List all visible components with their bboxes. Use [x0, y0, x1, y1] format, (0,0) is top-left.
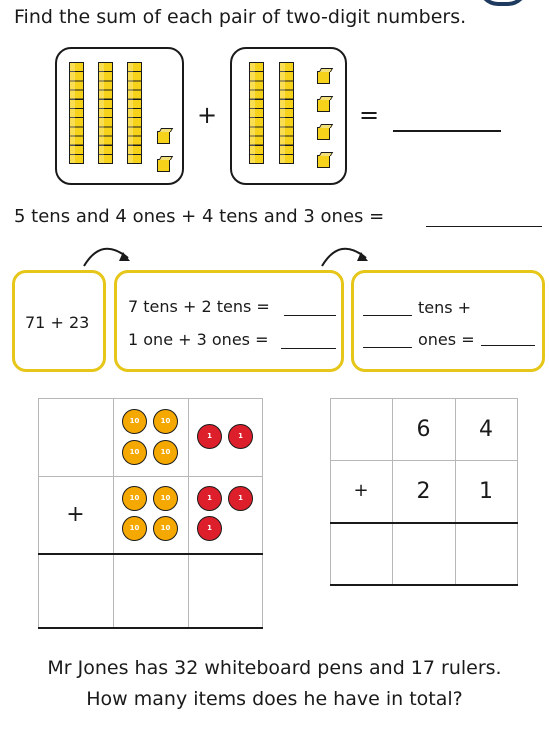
curved-arrow-icon: [80, 240, 140, 270]
partition-box: [114, 270, 344, 372]
ones-line: 1 one + 3 ones =: [128, 330, 269, 349]
word-problem-line-2: How many items does he have in total?: [86, 688, 463, 710]
bottom-line: [38, 627, 263, 629]
plus-sign: +: [66, 502, 85, 527]
tens-line: 7 tens + 2 tens =: [128, 297, 270, 316]
word-problem-line-1: Mr Jones has 32 whiteboard pens and 17 rulers.: [47, 657, 502, 679]
grid-line: [330, 398, 518, 399]
cell-r1c3: 4: [479, 417, 493, 442]
ten-counter: 10: [122, 516, 147, 541]
one-cube: [157, 131, 170, 144]
grid-line: [517, 398, 518, 585]
ten-counter: 10: [153, 409, 178, 434]
grid-line: [188, 398, 189, 628]
grid-line: [38, 398, 263, 399]
grid-line: [262, 398, 263, 628]
one-cube: [317, 155, 330, 168]
total-line: [38, 553, 263, 555]
ten-rod: [69, 62, 84, 164]
expression-box: [12, 270, 106, 372]
one-counter: 1: [228, 486, 253, 511]
corner-arc-decoration: [478, 0, 528, 6]
left-blocks-box: [55, 47, 184, 185]
total-line: [330, 522, 518, 524]
tens-answer-blank[interactable]: [284, 315, 336, 316]
plus-sign: +: [197, 101, 218, 129]
ten-rod: [98, 62, 113, 164]
tens-ones-sentence: 5 tens and 4 ones + 4 tens and 3 ones =: [14, 206, 385, 227]
right-blocks-box: [230, 47, 347, 185]
ones-blank[interactable]: [363, 347, 412, 348]
page-title: Find the sum of each pair of two-digit numbers.: [14, 6, 467, 28]
one-counter: 1: [228, 424, 253, 449]
curved-arrow-icon: [318, 240, 378, 270]
total-blank[interactable]: [481, 345, 535, 346]
ones-equals-label: ones =: [418, 330, 475, 349]
grid-line: [330, 460, 518, 461]
tens-blank[interactable]: [363, 315, 412, 316]
grid-line: [38, 476, 263, 477]
tens-plus-label: tens +: [418, 298, 472, 317]
cell-r1c2: 6: [416, 417, 431, 442]
one-cube: [157, 159, 170, 172]
ten-counter: 10: [122, 409, 147, 434]
one-cube: [317, 99, 330, 112]
one-cube: [317, 71, 330, 84]
ten-counter: 10: [122, 486, 147, 511]
ten-counter: 10: [153, 516, 178, 541]
answer-blank[interactable]: [393, 130, 501, 132]
cell-r2c2: 2: [416, 479, 431, 504]
expression-text: 71 + 23: [25, 313, 90, 332]
one-cube: [317, 127, 330, 140]
one-counter: 1: [197, 486, 222, 511]
ten-rod: [279, 62, 294, 164]
ten-rod: [127, 62, 142, 164]
ones-answer-blank[interactable]: [281, 348, 336, 349]
one-counter: 1: [197, 424, 222, 449]
cell-r2c3: 1: [479, 479, 493, 504]
answer-blank[interactable]: [426, 226, 542, 227]
grid-line: [113, 398, 114, 628]
ten-counter: 10: [153, 440, 178, 465]
ten-counter: 10: [122, 440, 147, 465]
bottom-line: [330, 584, 518, 586]
plus-sign: +: [353, 480, 369, 501]
one-counter: 1: [197, 516, 222, 541]
equals-sign: =: [359, 101, 380, 129]
ten-rod: [249, 62, 264, 164]
ten-counter: 10: [153, 486, 178, 511]
recombine-box: [351, 270, 545, 372]
